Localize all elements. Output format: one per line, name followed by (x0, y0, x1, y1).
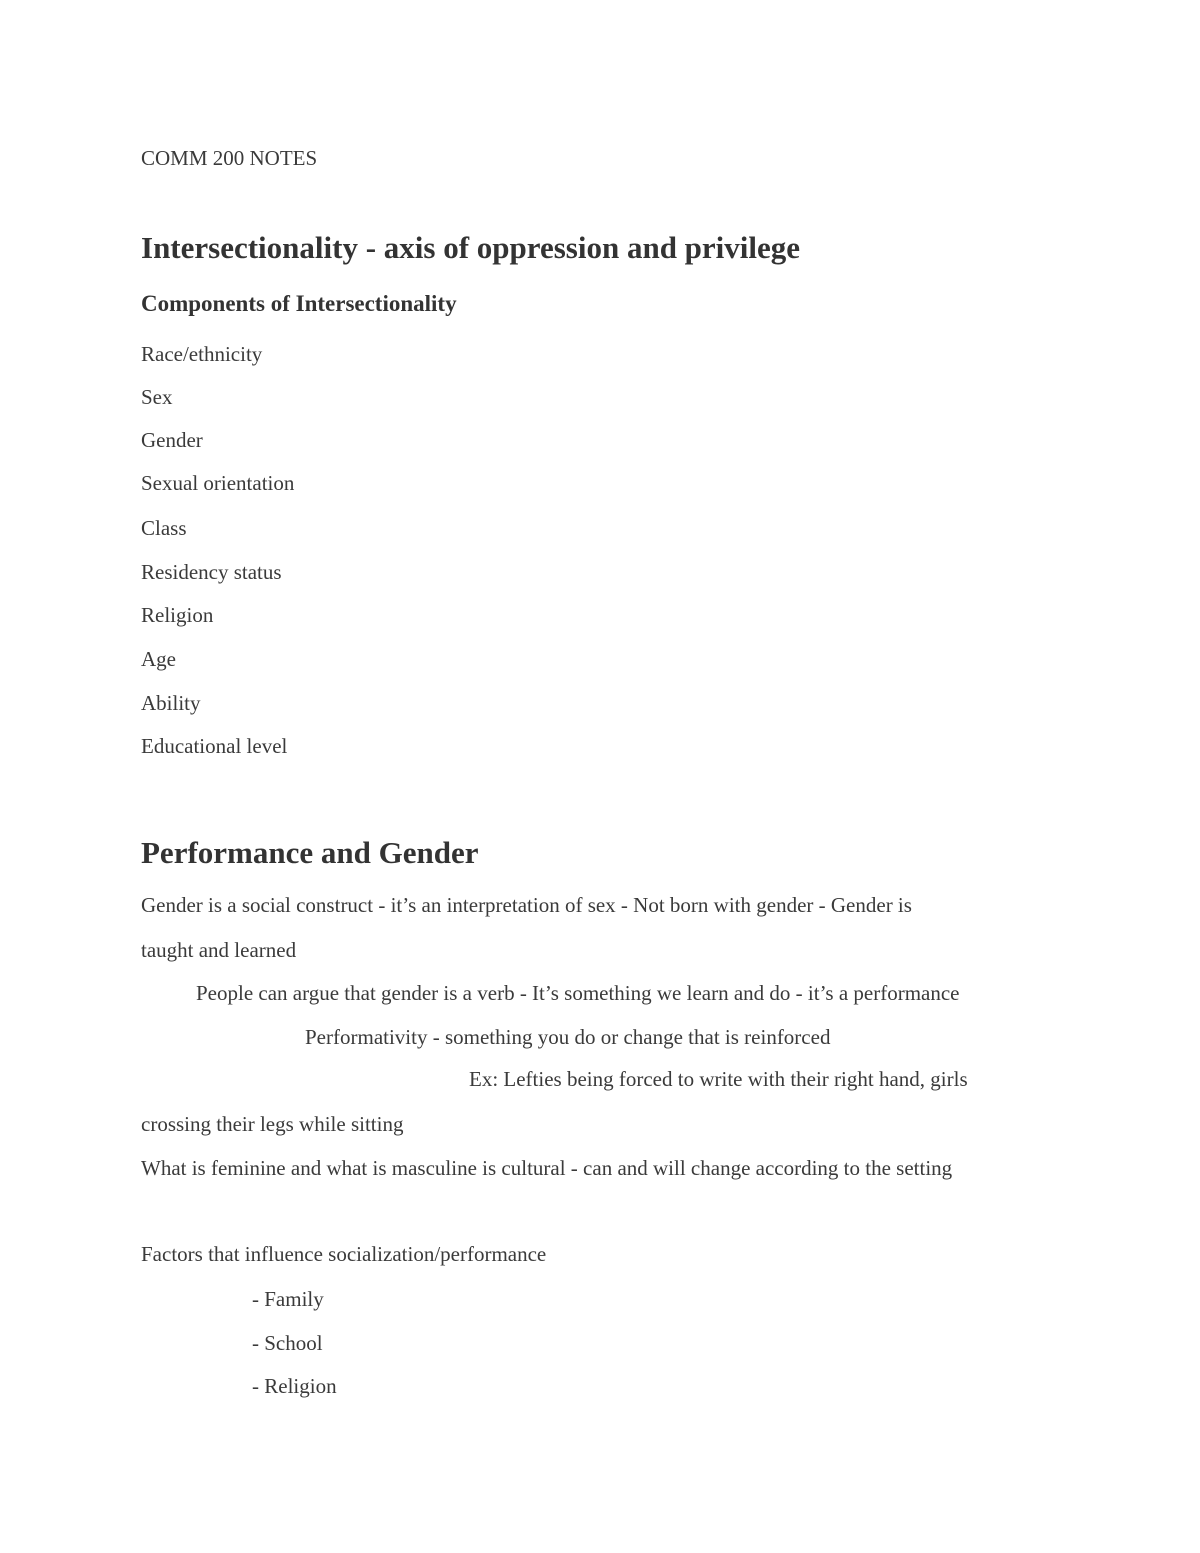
list-item: Class (141, 516, 187, 540)
list-item: - School (252, 1331, 323, 1355)
list-item: Residency status (141, 560, 282, 584)
list-item: Ability (141, 691, 201, 715)
indented-note: Ex: Lefties being forced to write with their right hand, girls (469, 1067, 968, 1091)
factors-title: Factors that influence socialization/performance (141, 1242, 547, 1266)
indented-note: People can argue that gender is a verb - It’s something we learn and do - it’s a performance (196, 981, 960, 1005)
list-item: Age (141, 647, 176, 671)
list-item: Sexual orientation (141, 471, 295, 495)
paragraph-line: What is feminine and what is masculine is cultural - can and will change according to the setting (141, 1156, 953, 1180)
paragraph-line: crossing their legs while sitting (141, 1112, 404, 1136)
section-heading-performance: Performance and Gender (141, 835, 479, 870)
section-heading-intersectionality: Intersectionality - axis of oppression and privilege (141, 230, 801, 265)
paragraph-line: taught and learned (141, 938, 297, 962)
list-item: Gender (141, 428, 203, 452)
list-item: Religion (141, 603, 214, 627)
list-item: Educational level (141, 734, 288, 758)
indented-note: Performativity - something you do or change that is reinforced (305, 1025, 831, 1049)
list-item: Sex (141, 385, 173, 409)
list-item: Race/ethnicity (141, 342, 263, 366)
list-item: - Family (252, 1287, 324, 1311)
paragraph-line: Gender is a social construct - it’s an interpretation of sex - Not born with gender - Gender is (141, 893, 912, 917)
document-title: COMM 200 NOTES (141, 146, 318, 170)
list-item: - Religion (252, 1374, 337, 1398)
subheading-components: Components of Intersectionality (141, 291, 457, 316)
